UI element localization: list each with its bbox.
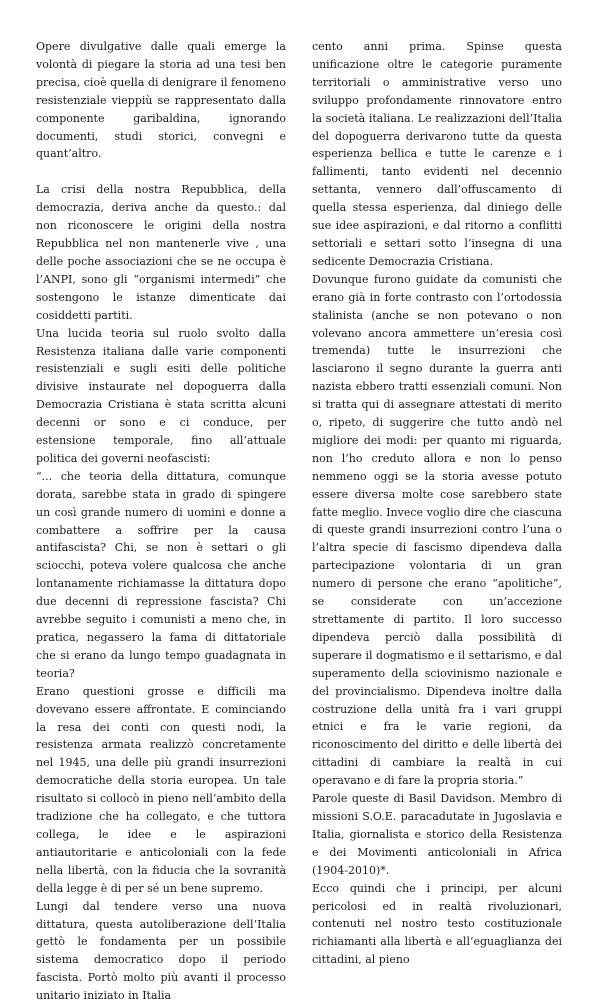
paragraph: Una lucida teoria sul ruolo svolto dalla Resistenza italiana dalle varie componenti resistenziali e sugli esiti delle politiche divisive instaurate nel dopoguerra dalla Democrazia Cristiana è stata scritta alcuni decenni or sono e ci conduce, per estensione temporale, fino all’attuale politica dei governi neofascisti: — [36, 326, 286, 465]
quote-paragraph: Lungi dal tendere verso una nuova dittatura, questa autoliberazione dell’Italia gettò le fondamenta per un possibile sistema democratico dopo il periodo fascista. Portò molto più avanti il processo unitario iniziato in Italia — [36, 899, 286, 1003]
quote-paragraph: “... che teoria della dittatura, comunque dorata, sarebbe stata in grado di spingere un così grande numero di uomini e donne a combattere a soffrire per la causa antifascista? Chi, se non è settari o gli sciocchi, poteva volere qualcosa che anche lontanamente richiamasse la dittatura dopo due decenni di repressione fascista? Chi avrebbe seguito i comunisti a meno che, in pratica, negassero la fama di dittatoriale che si erano da lungo tempo guadagnata in teoria? — [36, 469, 286, 680]
paragraph: Parole queste di Basil Davidson. Membro di missioni S.O.E. paracadutate in Jugoslavia e Italia, giornalista e storico della Resistenza e dei Movimenti anticoloniali in Africa (1904-2010)*. — [312, 792, 562, 877]
right-text-column — [312, 38, 562, 969]
paragraph: La crisi della nostra Repubblica, della democrazia, deriva anche da questo.: dal non riconoscere le origini della nostra Repubblica nel non mantenerle vive , una delle poche associazioni che se ne occupa è l’ANPI, sono gli “organismi intermedi” che sostengono le istanze dimenticate dai cosiddetti partiti. — [36, 183, 286, 322]
paragraph: Opere divulgative dalle quali emerge la volontà di piegare la storia ad una tesi ben precisa, cioè quella di denigrare il fenomeno resistenziale vieppiù se rappresentato dalla componente garibaldina, ignorando documenti, studi storici, convegni e quant’altro. — [36, 40, 286, 161]
quote-paragraph: cento anni prima. Spinse questa unificazione oltre le categorie puramente territoriali o amministrative verso uno sviluppo profondamente rinnovatore entro la società italiana. Le realizzazioni dell’Italia del dopoguerra derivarono tutte da questa esperienza bellica e tutte le carenze e i fallimenti, tanto evidenti nel decennio settanta, vennero dall’offuscamento di quella stessa esperienza, dal diniego delle sue idee aspirazioni, e dal ritorno a conflitti settoriali e settari sotto l’insegna di una sedicente Democrazia Cristiana. — [312, 40, 562, 268]
quote-paragraph: Erano questioni grosse e difficili ma dovevano essere affrontate. E cominciando la resa dei conti con questi nodi, la resistenza armata realizzò concretamente nel 1945, una delle più grandi insurrezioni democratiche della storia europea. Un tale risultato si collocò in pieno nell’ambito della tradizione che ha collegato, e che tuttora collega, le idee e le aspirazioni antiautoritarie e anticoloniali con la fede nella libertà, con la fiducia che la sovranità della legge è di per sé un bene supremo. — [36, 684, 286, 895]
paragraph: Ecco quindi che i principi, per alcuni pericolosi ed in realtà rivoluzionari, contenuti nel nostro testo costituzionale richiamanti alla libertà e all’eguaglianza dei cittadini, al pieno — [312, 881, 562, 967]
quote-paragraph: Dovunque furono guidate da comunisti che erano già in forte contrasto con l’ortodossia stalinista (anche se non potevano o non volevano ancora ammettere un’eresia così tremenda) tutte le insurrezioni che lasciarono il segno durante la guerra anti nazista ebbero tratti essenziali comuni. Non si tratta qui di assegnare attestati di merito o, ripeto, di suggerire che tutto andò nel migliore dei modi: per quanto mi riguarda, non l’ho creduto allora e non lo penso nemmeno oggi se la storia avesse potuto essere diversa molte cose sarebbero state fatte meglio. Invece voglio dire che ciascuna di queste grandi insurrezioni contro l’una o l’altra specie di fascismo dipendeva dalla partecipazione volontaria di un gran numero di persone che erano “apolitiche”, se considerate con un’accezione strettamente di partito. Il loro successo dipendeva perciò dalla possibilità di superare il dogmatismo e il settarismo, e dal superamento della sciovinismo nazionale e del provincialismo. Dipendeva inoltre dalla costruzione della unità fra i vari gruppi etnici e fra le varie regioni, da riconoscimento del diritto e delle libertà dei cittadini di cambiare la realtà in cui operavano e di fare la propria storia.” — [312, 272, 562, 788]
left-text-column — [36, 38, 286, 1005]
